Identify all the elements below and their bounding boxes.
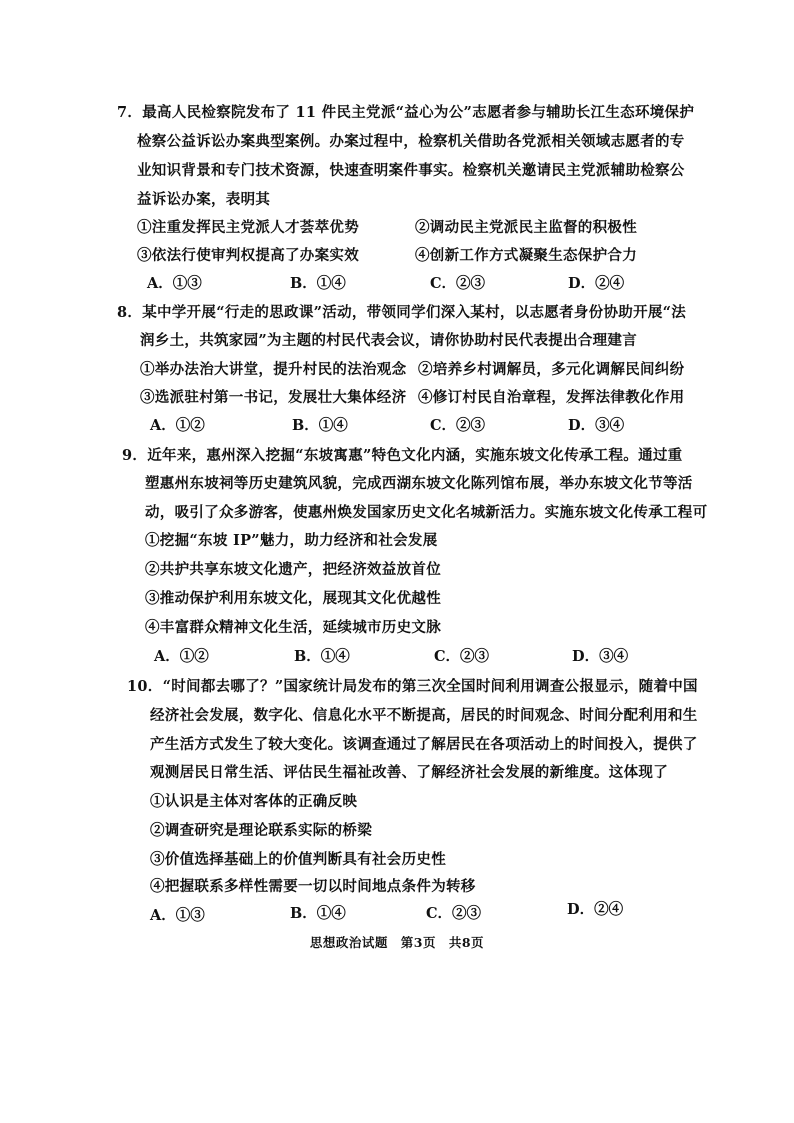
question-10-statement-2: ②调查研究是理论联系实际的桥梁 <box>150 822 372 839</box>
page-footer <box>0 933 794 951</box>
question-8-choice-d[interactable]: D．③④ <box>568 417 625 434</box>
question-8-choice-b[interactable]: B．①④ <box>292 417 348 434</box>
question-7-choice-d[interactable]: D．②④ <box>568 275 625 292</box>
footer-page-number: 第3页 <box>400 935 436 950</box>
question-7-statement-2: ②调动民主党派民主监督的积极性 <box>415 219 637 236</box>
question-10-choice-c[interactable]: C．②③ <box>426 905 482 922</box>
question-8-choice-a[interactable]: A．①② <box>150 417 205 434</box>
question-10-statement-1: ①认识是主体对客体的正确反映 <box>150 793 358 810</box>
question-10-choice-d[interactable]: D．②④ <box>567 901 624 918</box>
question-7-stem-line-3: 业知识背景和专门技术资源，快速查明案件事实。检察机关邀请民主党派辅助检察公 <box>137 162 685 179</box>
question-9-choice-c[interactable]: C．②③ <box>434 648 490 665</box>
question-8-stem-line-1: 8．某中学开展“行走的思政课”活动，带领同学们深入某村，以志愿者身份协助开展“法 <box>117 304 687 321</box>
question-8-statement-2: ②培养乡村调解员，多元化调解民间纠纷 <box>418 361 685 378</box>
question-10-statement-4: ④把握联系多样性需要一切以时间地点条件为转移 <box>150 878 476 895</box>
question-10-stem-line-2: 经济社会发展，数字化、信息化水平不断提高，居民的时间观念、时间分配利用和生 <box>150 707 698 724</box>
question-8-statement-4: ④修订村民自治章程，发挥法律教化作用 <box>418 389 685 406</box>
question-10-stem-line-1: 10．“时间都去哪了？”国家统计局发布的第三次全国时间利用调查公报显示，随着中国 <box>127 678 698 695</box>
question-9-statement-4: ④丰富群众精神文化生活，延续城市历史文脉 <box>145 619 441 636</box>
question-9-statement-2: ②共护共享东坡文化遗产，把经济效益放首位 <box>145 561 441 578</box>
question-9-choice-a[interactable]: A．①② <box>154 648 209 665</box>
question-9-choice-d[interactable]: D．③④ <box>572 648 629 665</box>
question-7-choice-c[interactable]: C．②③ <box>430 275 486 292</box>
question-8-stem-line-2: 润乡土，共筑家园”为主题的村民代表会议，请你协助村民代表提出合理建言 <box>140 332 638 349</box>
question-9-statement-1: ①挖掘“东坡 IP”魅力，助力经济和社会发展 <box>145 532 438 549</box>
question-9-stem-line-2: 塑惠州东坡祠等历史建筑风貌，完成西湖东坡文化陈列馆布展，举办东坡文化节等活 <box>145 475 693 492</box>
question-10-stem-line-4: 观测居民日常生活、评估民生福祉改善、了解经济社会发展的新维度。这体现了 <box>150 764 668 781</box>
question-7-choice-b[interactable]: B．①④ <box>290 275 346 292</box>
question-10-stem-line-3: 产生活方式发生了较大变化。该调查通过了解居民在各项活动上的时间投入，提供了 <box>150 736 698 753</box>
question-8-choice-c[interactable]: C．②③ <box>430 417 486 434</box>
question-9-stem-line-1: 9．近年来，惠州深入挖掘“东坡寓惠”特色文化内涵，实施东坡文化传承工程。通过重 <box>122 447 683 464</box>
question-10-statement-3: ③价值选择基础上的价值判断具有社会历史性 <box>150 851 446 868</box>
question-10-choice-a[interactable]: A．①③ <box>150 907 205 924</box>
question-9-statement-3: ③推动保护利用东坡文化，展现其文化优越性 <box>145 590 441 607</box>
footer-total-pages: 共8页 <box>448 935 485 950</box>
question-9-choice-b[interactable]: B．①④ <box>294 648 350 665</box>
question-7-stem-line-1: 7．最高人民检察院发布了 11 件民主党派“益心为公”志愿者参与辅助长江生态环境保护 <box>117 104 695 121</box>
question-7-statement-1: ①注重发挥民主党派人才荟萃优势 <box>137 219 359 236</box>
question-9-stem-line-3: 动，吸引了众多游客，使惠州焕发国家历史文化名城新活力。实施东坡文化传承工程可 <box>145 504 708 521</box>
question-7-stem-line-4: 益诉讼办案，表明其 <box>137 191 271 208</box>
footer-subject: 思想政治试题 <box>309 935 388 950</box>
question-7-choice-a[interactable]: A．①③ <box>147 275 202 292</box>
question-7-statement-3: ③依法行使审判权提高了办案实效 <box>137 247 359 264</box>
question-8-statement-3: ③选派驻村第一书记，发展壮大集体经济 <box>140 389 407 406</box>
question-10-choice-b[interactable]: B．①④ <box>290 905 346 922</box>
question-8-statement-1: ①举办法治大讲堂，提升村民的法治观念 <box>140 361 407 378</box>
question-7-stem-line-2: 检察公益诉讼办案典型案例。办案过程中，检察机关借助各党派相关领域志愿者的专 <box>137 133 685 150</box>
question-7-statement-4: ④创新工作方式凝聚生态保护合力 <box>415 247 637 264</box>
